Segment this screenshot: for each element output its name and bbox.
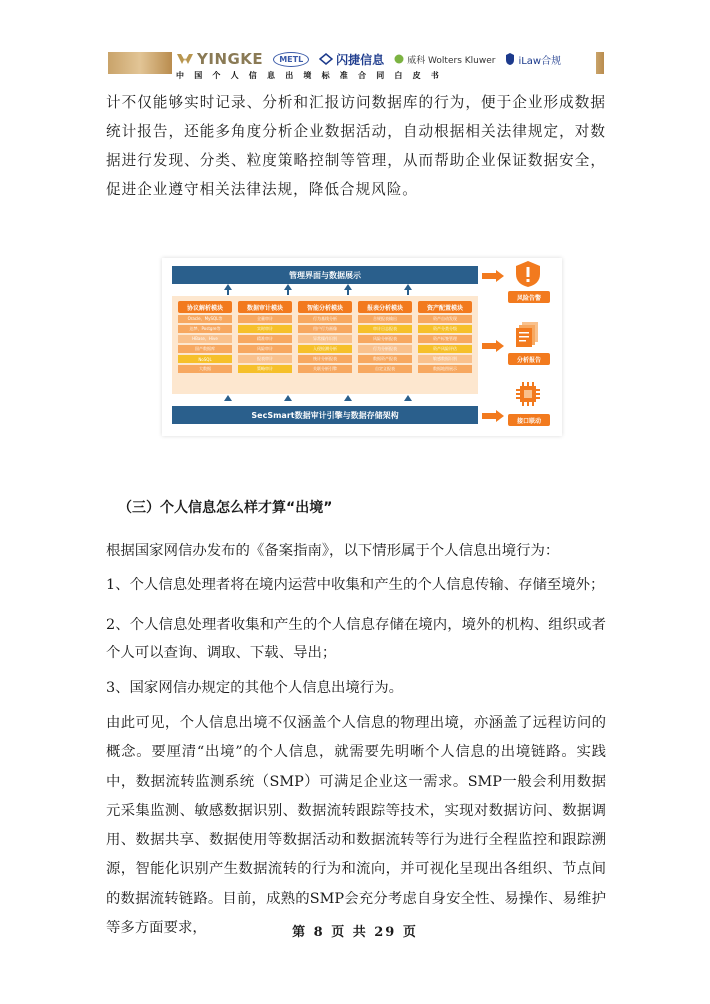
right-arrow-icon (482, 270, 504, 282)
partner-logos (176, 48, 592, 70)
list-item-2: 2、个人信息处理者收集和产生的个人信息存储在境内，境外的机构、组织或者个人可以查询、调取、下载、导出； (106, 617, 606, 661)
report-documents-icon (512, 320, 544, 348)
right-arrow-icon (482, 340, 504, 352)
paragraph-1: 计不仅能够实时记录、分析和汇报访问数据库的行为，便于企业形成数据统计报告，还能多角度分析企业数据活动，自动根据相关法律规定，对数据进行发现、分类、粒度策略控制等管理，从而帮助企业保证数据安全，促进企业遵守相关法律法规，降低合规风险。 (106, 94, 606, 198)
module-report: 报表分析模块 合规报表输出 审计日志报表 风险分析报表 行为分析报表 数据资产报表 自定义报表 (358, 301, 412, 389)
up-arrow-icon (344, 395, 352, 401)
ilaw-logo: iLaw合规 (505, 52, 561, 67)
diagram-top-bar: 管理界面与数据展示 (172, 266, 478, 284)
section-heading: （三）个人信息怎么样才算“出境” (118, 500, 333, 516)
page-header (0, 0, 710, 90)
ilaw-shield-icon (505, 52, 515, 66)
side-label-interface-linkage: 接口联动 (508, 414, 550, 426)
up-arrow-icon (404, 395, 412, 401)
up-arrow-stem (227, 290, 229, 295)
chip-interface-icon (512, 380, 544, 408)
up-arrow-icon (224, 395, 232, 401)
header-gold-bar-left (108, 52, 172, 74)
warning-shield-icon (512, 260, 544, 288)
shanjie-logo: 闪捷信息 (319, 51, 384, 68)
up-arrow-icon (284, 395, 292, 401)
paragraph-3: 由此可见，个人信息出境不仅涵盖个人信息的物理出境，亦涵盖了远程访问的概念。要厘清“出境”的个人信息，就需要先明晰个人信息的出境链路。实践中，数据流转监测系统（SMP）可满足企业这一需求。SMP一般会利用数据元采集监测、敏感数据识别、数据流转跟踪等技术，实现对数据访问、数据调用、数据共享、数据使用等数据活动和数据流转等行为进行全程监控和跟踪溯源，智能化识别产生数据流转的行为和流向，并可视化呈现出各组织、节点间的数据流转链路。目前，成熟的SMP会充分考虑自身安全性、易操作、易维护等多方面要求， (106, 715, 606, 937)
up-arrow-stem (407, 290, 409, 295)
list-item-3: 3、国家网信办规定的其他个人信息出境行为。 (106, 680, 403, 696)
module-audit: 数据审计模块 全量审计 实时审计 精准审计 风险审计 报表审计 策略审计 (238, 301, 292, 389)
shanjie-mark-icon (319, 53, 333, 65)
list-item-1: 1、个人信息处理者将在境内运营中收集和产生的个人信息传输、存储至境外； (106, 577, 605, 593)
right-arrow-icon (482, 410, 504, 422)
diagram-bottom-bar: SecSmart数据审计引擎与数据存储架构 (172, 406, 478, 424)
yingke-mark-icon (176, 52, 194, 66)
yingke-logo: YINGKE (176, 50, 263, 68)
header-subtitle: 中国个人信息出境标准合同白皮书 (176, 71, 449, 80)
module-area (172, 296, 478, 394)
side-label-risk-alert: 风险告警 (508, 291, 550, 303)
header-gold-bar-right (596, 52, 604, 74)
intro-line: 根据国家网信办发布的《备案指南》，以下情形属于个人信息出境行为： (106, 543, 560, 559)
module-asset: 资产配置模块 资产自动发现 资产分类分级 资产标签管理 资产风险评估 敏感数据识别 数据地图展示 (418, 301, 472, 389)
metl-logo: METL (273, 52, 309, 67)
up-arrow-stem (347, 290, 349, 295)
page-footer: 第 8 页 共 29 页 (292, 925, 418, 940)
up-arrow-stem (287, 290, 289, 295)
wolters-kluwer-logo: 威科 Wolters Kluwer (394, 53, 495, 66)
side-label-analysis-report: 分析报告 (508, 353, 550, 365)
wk-mark-icon (394, 54, 404, 64)
audit-architecture-diagram (162, 258, 562, 436)
module-protocol: 协议解析模块 Oracle、MySQL等 达梦、Postgre等 HBase、Hive 国产数据库 NoSQL 大数据 (178, 301, 232, 389)
module-analysis: 智能分析模块 行为基线分析 用户行为画像 异常操作识别 入侵检测分析 统计分析报表 关联分析引擎 (298, 301, 352, 389)
